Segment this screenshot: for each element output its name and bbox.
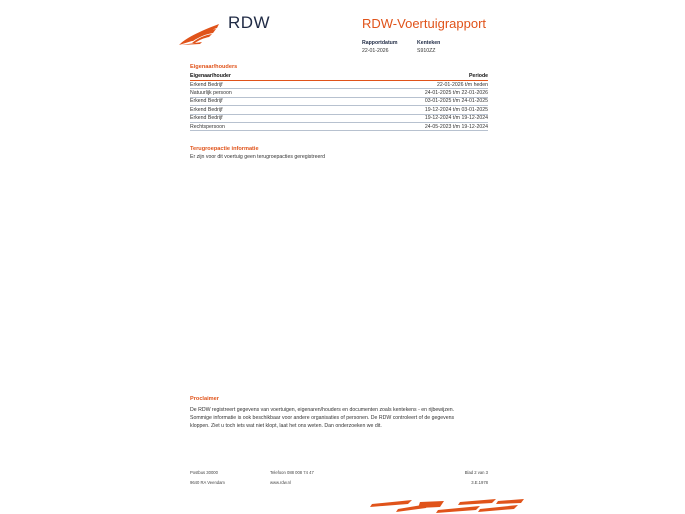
table-row bbox=[190, 106, 488, 114]
period-cell: 22-01-2026 t/m heden bbox=[309, 81, 488, 89]
column-header-period: Periode bbox=[309, 72, 488, 81]
report-title: RDW-Voertuigrapport bbox=[362, 16, 487, 31]
owners-section-title: Eigenaar/houders bbox=[190, 64, 238, 70]
footer-postbus: Postbus 30000 bbox=[190, 470, 218, 475]
logo-text: RDW bbox=[228, 13, 271, 32]
plate-label: Kenteken bbox=[417, 40, 441, 46]
recall-text: Er zijn voor dit voertuig geen terugroepacties geregistreerd bbox=[190, 154, 325, 160]
footer-website[interactable]: www.rdw.nl bbox=[270, 480, 291, 485]
disclaimer-line: De RDW registreert gegevens van voertuigen, eigenaren/houders en documenten zoals kentekens - en rijbewijzen. bbox=[190, 407, 455, 413]
footer-page: Blad 2 van 3 bbox=[464, 470, 488, 475]
footer-phone: Telefoon 088 008 74 47 bbox=[270, 470, 314, 475]
footer-code: 3.E.1978 bbox=[471, 480, 488, 485]
period-cell: 19-12-2024 t/m 19-12-2024 bbox=[309, 114, 488, 122]
owner-cell: Natuurlijk persoon bbox=[190, 89, 309, 97]
owners-table bbox=[190, 72, 488, 131]
owners-table-header bbox=[190, 72, 488, 81]
table-row bbox=[190, 89, 488, 97]
report-date-label: Rapportdatum bbox=[362, 40, 398, 46]
recall-section-title: Terugroepactie informatie bbox=[190, 146, 259, 152]
table-row bbox=[190, 122, 488, 130]
period-cell: 19-12-2024 t/m 03-01-2025 bbox=[309, 106, 488, 114]
plate-value: S910ZZ bbox=[417, 48, 436, 54]
disclaimer-line: kloppen. Ziet u toch iets wat niet klopt, laat het ons weten. Dan onderzoeken we dit. bbox=[190, 423, 382, 429]
report-date-value: 22-01-2026 bbox=[362, 48, 389, 54]
footer-address: 9640 RA Veendam bbox=[190, 480, 225, 485]
column-header-owner: Eigenaar/houder bbox=[190, 72, 309, 81]
owner-cell: Erkend Bedrijf bbox=[190, 81, 309, 89]
table-row bbox=[190, 97, 488, 105]
footer-stripes-icon bbox=[368, 498, 526, 514]
table-row bbox=[190, 114, 488, 122]
disclaimer-line: Sommige informatie is ook beschikbaar voor andere organisaties of personen. De RDW controleert of de gegevens bbox=[190, 415, 455, 421]
owner-cell: Erkend Bedrijf bbox=[190, 97, 309, 105]
period-cell: 24-01-2025 t/m 22-01-2026 bbox=[309, 89, 488, 97]
disclaimer-title: Proclaimer bbox=[190, 396, 219, 402]
period-cell: 24-05-2023 t/m 19-12-2024 bbox=[309, 122, 488, 130]
table-row bbox=[190, 81, 488, 89]
rdw-logo-icon bbox=[178, 22, 220, 46]
owner-cell: Rechtspersoon bbox=[190, 122, 309, 130]
owner-cell: Erkend Bedrijf bbox=[190, 106, 309, 114]
owner-cell: Erkend Bedrijf bbox=[190, 114, 309, 122]
period-cell: 03-01-2025 t/m 24-01-2025 bbox=[309, 97, 488, 105]
